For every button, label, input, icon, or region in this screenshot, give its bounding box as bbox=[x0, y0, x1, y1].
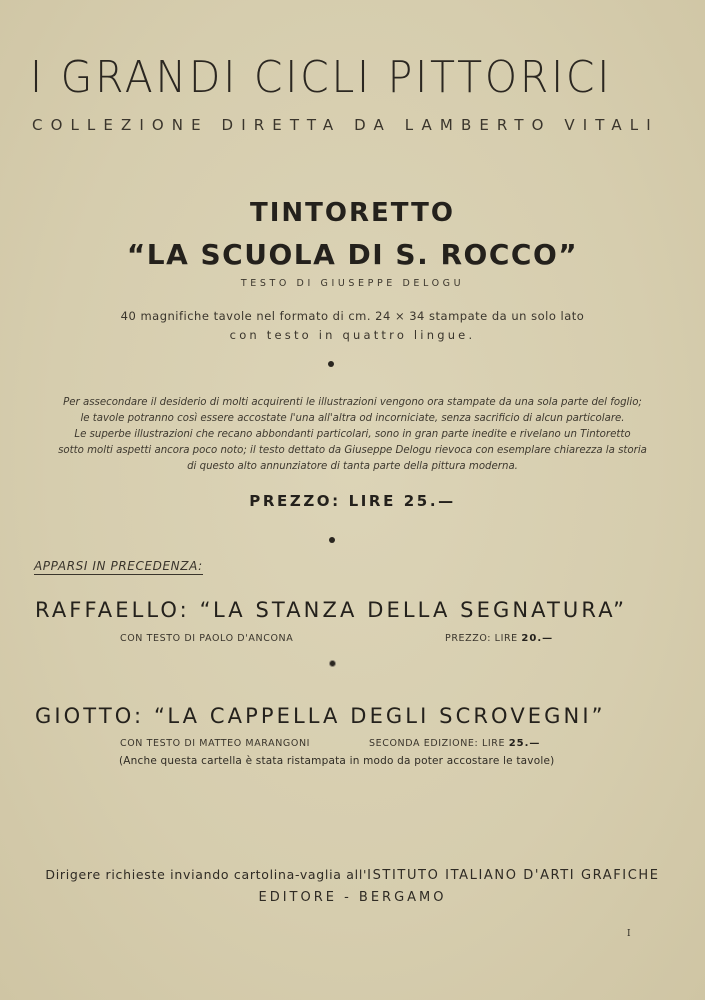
description-line-2: con testo in quattro lingue. bbox=[229, 328, 476, 342]
previous-item-title: GIOTTO: “LA CAPPELLA DEGLI SCROVEGNI” bbox=[35, 704, 606, 728]
paragraph-line: sotto molti aspetti ancora poco noto; il testo dettato da Giuseppe Delogu rievoca con esemplare chiarezza la storia bbox=[58, 445, 647, 456]
paragraph-line: Per assecondare il desiderio di molti acquirenti le illustrazioni vengono ora stampate da una sola parte del foglio; bbox=[63, 397, 642, 408]
series-title: I GRANDI CICLI PITTORICI bbox=[30, 52, 613, 103]
previous-item-title: RAFFAELLO: “LA STANZA DELLA SEGNATURA” bbox=[35, 598, 628, 622]
page-number: I bbox=[627, 929, 631, 939]
featured-price: PREZZO: LIRE 25.— bbox=[249, 492, 456, 510]
price-value: 25.— bbox=[508, 738, 541, 749]
previous-item-author: CON TESTO DI MATTEO MARANGONI bbox=[120, 738, 311, 749]
previous-item-price bbox=[445, 633, 553, 644]
series-subtitle: COLLEZIONE DIRETTA DA LAMBERTO VITALI bbox=[32, 116, 659, 134]
instructions-text: Dirigere richieste inviando cartolina-vaglia all' bbox=[45, 867, 368, 882]
description-line-1: 40 magnifiche tavole nel formato di cm. 24 × 34 stampate da un solo lato bbox=[120, 309, 585, 323]
paragraph-line: le tavole potranno così essere accostate l'una all'altra od incorniciate, senza sacrificio di alcun particolare. bbox=[80, 413, 625, 424]
price-value: 20.— bbox=[521, 633, 554, 644]
price-label: PREZZO: LIRE bbox=[445, 633, 518, 644]
paragraph-line: Le superbe illustrazioni che recano abbondanti particolari, sono in gran parte inedite e rivelano un Tintoretto bbox=[74, 429, 631, 440]
featured-work-title: “LA SCUOLA DI S. ROCCO” bbox=[126, 238, 579, 271]
previous-item-price bbox=[369, 738, 540, 749]
paragraph-line: di questo alto annunziatore di tanta parte della pittura moderna. bbox=[187, 461, 518, 472]
publisher-location: EDITORE - BERGAMO bbox=[258, 890, 447, 905]
ordering-instructions bbox=[0, 867, 705, 883]
separator-dot bbox=[328, 361, 334, 367]
previous-editions-label: APPARSI IN PRECEDENZA: bbox=[34, 559, 203, 573]
featured-description bbox=[0, 307, 705, 345]
previous-item-author: CON TESTO DI PAOLO D'ANCONA bbox=[120, 633, 294, 644]
previous-item-note: (Anche questa cartella è stata ristampata in modo da poter accostare le tavole) bbox=[119, 755, 555, 767]
price-label: SECONDA EDIZIONE: LIRE bbox=[369, 738, 506, 749]
featured-artist: TINTORETTO bbox=[250, 198, 455, 228]
featured-author: TESTO DI GIUSEPPE DELOGU bbox=[240, 278, 465, 289]
separator-dot bbox=[330, 661, 335, 666]
publisher-name: ISTITUTO ITALIANO D'ARTI GRAFICHE bbox=[367, 868, 660, 883]
description-paragraph bbox=[34, 395, 671, 475]
separator-dot bbox=[329, 537, 335, 543]
